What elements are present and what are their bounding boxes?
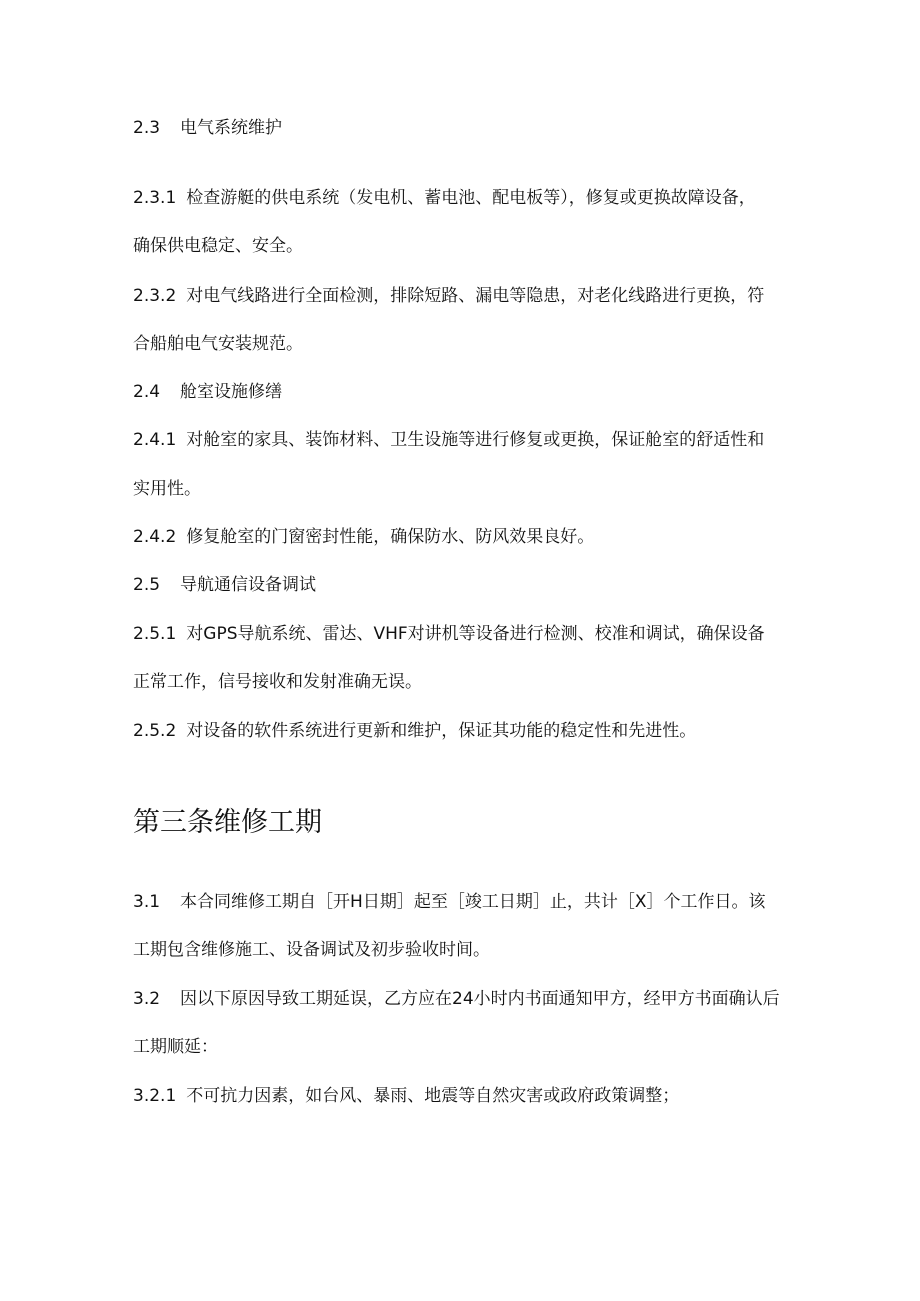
clause-3-2-line-2: 工期顺延： bbox=[133, 1037, 218, 1057]
clause-2-3-2-line-2: 合船舶电气安装规范。 bbox=[133, 334, 303, 354]
article-3-title: 第三条维修工期 bbox=[133, 807, 322, 838]
clause-3-2-line-1 bbox=[133, 988, 793, 1010]
clause-number: 2.4.2 bbox=[133, 527, 177, 547]
clause-2-5-1-line-2: 正常工作，信号接收和发射准确无误。 bbox=[133, 672, 422, 692]
clause-3-1-line-1 bbox=[133, 891, 793, 913]
section-2-4-heading bbox=[133, 381, 793, 403]
clause-2-5-1-line-1 bbox=[133, 623, 793, 645]
clause-text: 本合同维修工期自［开H日期］起至［竣工日期］止，共计［X］个工作日。该 bbox=[180, 892, 766, 912]
clause-2-3-1-line-1 bbox=[133, 187, 793, 209]
clause-number: 3.2.1 bbox=[133, 1086, 177, 1106]
clause-number: 2.3.2 bbox=[133, 286, 177, 306]
section-number: 2.3 bbox=[133, 118, 161, 138]
clause-2-4-2 bbox=[133, 526, 793, 548]
clause-text: 对舱室的家具、装饰材料、卫生设施等进行修复或更换，保证舱室的舒适性和 bbox=[186, 430, 765, 450]
clause-2-5-2 bbox=[133, 720, 793, 742]
section-number: 2.4 bbox=[133, 382, 161, 402]
clause-number: 3.1 bbox=[133, 892, 161, 912]
clause-number: 2.5.1 bbox=[133, 624, 177, 644]
clause-text: 对设备的软件系统进行更新和维护，保证其功能的稳定性和先进性。 bbox=[186, 721, 697, 741]
clause-3-2-1 bbox=[133, 1085, 793, 1107]
clause-2-4-1-line-2: 实用性。 bbox=[133, 479, 201, 499]
clause-3-1-line-2: 工期包含维修施工、设备调试及初步验收时间。 bbox=[133, 940, 490, 960]
section-number: 2.5 bbox=[133, 575, 161, 595]
section-title: 导航通信设备调试 bbox=[180, 575, 317, 595]
clause-text: 修复舱室的门窗密封性能，确保防水、防风效果良好。 bbox=[186, 527, 595, 547]
clause-2-4-1-line-1 bbox=[133, 429, 793, 451]
section-2-3-heading bbox=[133, 117, 793, 139]
section-2-5-heading bbox=[133, 574, 793, 596]
clause-number: 2.5.2 bbox=[133, 721, 177, 741]
clause-number: 2.3.1 bbox=[133, 188, 177, 208]
clause-2-3-2-line-1 bbox=[133, 285, 793, 307]
clause-text: 对GPS导航系统、雷达、VHF对讲机等设备进行检测、校准和调试，确保设备 bbox=[186, 624, 765, 644]
clause-number: 2.4.1 bbox=[133, 430, 177, 450]
clause-number: 3.2 bbox=[133, 989, 161, 1009]
clause-text: 检查游艇的供电系统（发电机、蓄电池、配电板等），修复或更换故障设备， bbox=[186, 188, 756, 208]
section-title: 电气系统维护 bbox=[180, 118, 283, 138]
clause-text: 对电气线路进行全面检测，排除短路、漏电等隐患，对老化线路进行更换，符 bbox=[186, 286, 765, 306]
clause-text: 因以下原因导致工期延误，乙方应在24小时内书面通知甲方，经甲方书面确认后 bbox=[180, 989, 780, 1009]
clause-text: 不可抗力因素，如台风、暴雨、地震等自然灾害或政府政策调整； bbox=[186, 1086, 680, 1106]
clause-2-3-1-line-2: 确保供电稳定、安全。 bbox=[133, 236, 303, 256]
section-title: 舱室设施修缮 bbox=[180, 382, 283, 402]
